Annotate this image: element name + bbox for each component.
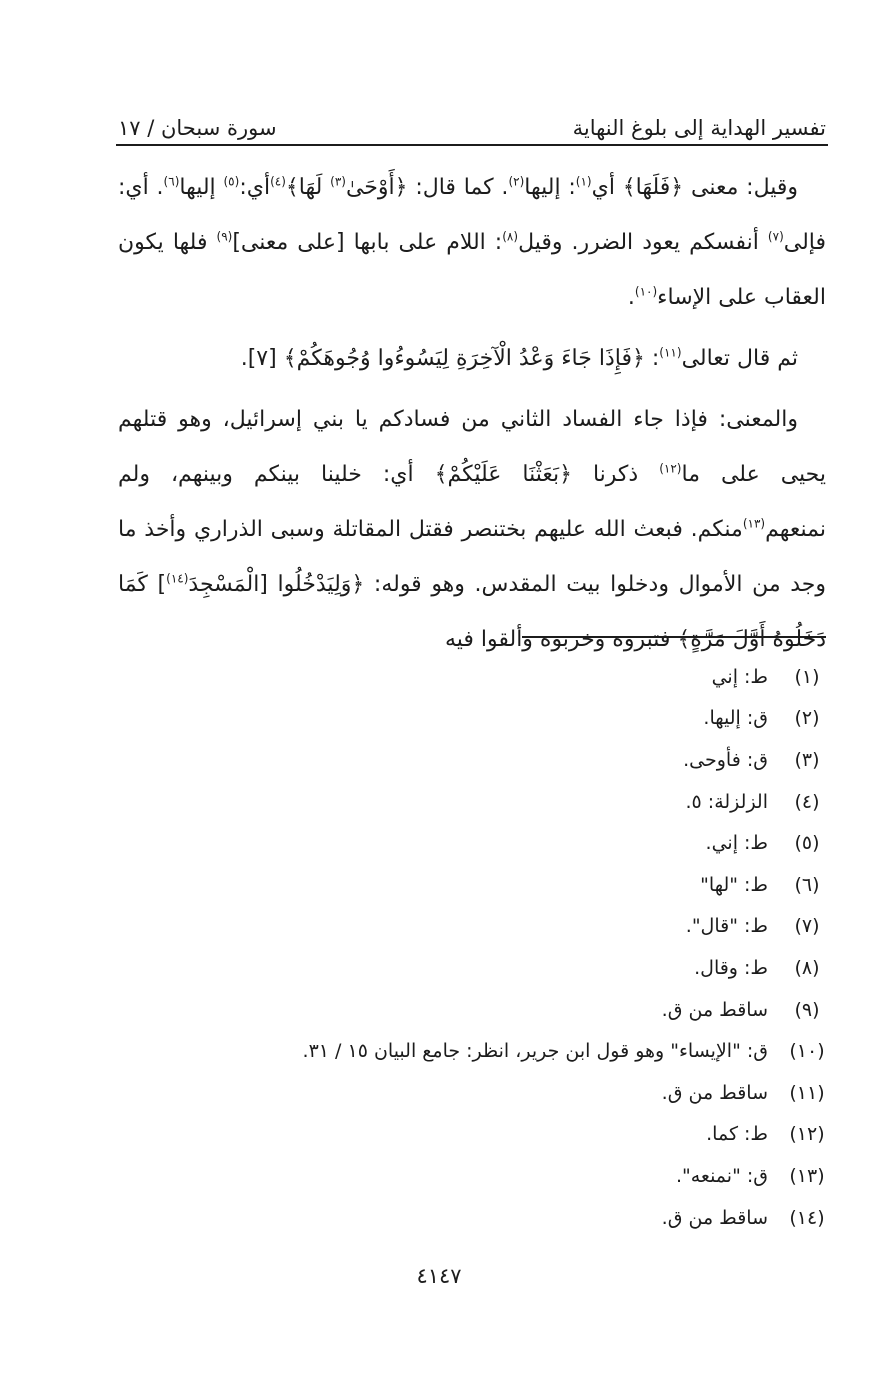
footnote-item bbox=[300, 781, 832, 823]
footnote-text: ط: "قال". bbox=[685, 915, 768, 938]
footnote-number: (٥) bbox=[794, 832, 820, 855]
text-run: فلها يكون العقاب على الإساء bbox=[118, 230, 826, 310]
footnote-text: ط: وقال. bbox=[694, 956, 768, 979]
footnote-number: (٤) bbox=[794, 790, 820, 813]
text-run: : إليها bbox=[524, 175, 576, 200]
footnote-number: (٩) bbox=[794, 998, 820, 1021]
footnote-item bbox=[300, 1197, 832, 1239]
surah-label: سورة سبحان / ١٧ bbox=[118, 116, 277, 140]
footnote-text: ط: إني bbox=[711, 665, 768, 688]
footnote-text: ق: إليها. bbox=[703, 707, 768, 730]
paragraph-1 bbox=[118, 160, 826, 325]
text-run: إليها bbox=[179, 175, 216, 200]
footnote-number: (١٣) bbox=[789, 1164, 825, 1187]
text-run: : bbox=[651, 346, 660, 371]
book-title: تفسير الهداية إلى بلوغ النهاية bbox=[572, 116, 826, 140]
footnote-number: (١١) bbox=[789, 1081, 825, 1104]
footnote-item bbox=[300, 656, 832, 698]
text-run: وقيل: معنى bbox=[690, 175, 799, 200]
text-run: [الْمَسْجِدَ bbox=[188, 572, 268, 597]
text-run: ] bbox=[157, 572, 167, 597]
footnote-text: ساقط من ق. bbox=[661, 1206, 768, 1229]
text-run: [٧]. bbox=[240, 346, 277, 371]
footnote-ref: (٧) bbox=[767, 229, 784, 244]
page-number: ٤١٤٧ bbox=[416, 1264, 462, 1288]
footnote-number: (١٤) bbox=[789, 1206, 825, 1229]
footnote-item bbox=[300, 947, 832, 989]
text-run: أي: bbox=[239, 175, 271, 200]
main-text bbox=[118, 160, 826, 667]
footnote-text: ساقط من ق. bbox=[661, 998, 768, 1021]
text-run: : اللام على بابها [على معنى] bbox=[232, 230, 503, 255]
text-run: فتبروه وخربوه وألقوا فيه bbox=[444, 627, 671, 652]
footnote-text: ط: إني. bbox=[705, 832, 768, 855]
quran-quote: ﴿أَوْحَىٰ bbox=[345, 175, 408, 200]
footnotes bbox=[300, 656, 832, 1238]
text-run: أي bbox=[591, 175, 615, 200]
footnote-item bbox=[300, 864, 832, 906]
text-run: . أي: فإلى bbox=[118, 175, 827, 255]
text-run: أي: خلينا بينكم وبينهم، ولم نمنعهم bbox=[118, 462, 826, 542]
quran-quote: لَهَا﴾ bbox=[285, 175, 323, 200]
footnote-number: (٦) bbox=[794, 873, 820, 896]
footnote-item bbox=[300, 739, 832, 781]
footnote-item bbox=[300, 989, 832, 1031]
footnote-text: ق: "نمنعه". bbox=[675, 1164, 768, 1187]
text-run: ثم قال تعالى bbox=[681, 346, 798, 371]
quran-quote: ﴿بَعَثْنَا عَلَيْكُمْ﴾ bbox=[434, 462, 572, 487]
quran-quote: ﴿فَإِذَا جَاءَ وَعْدُ الْآخِرَةِ لِيَسُوءُوا وُجُوهَكُمْ﴾ bbox=[283, 346, 645, 371]
footnote-ref: (٣) bbox=[330, 174, 346, 189]
footnote-text: ط: "لها" bbox=[700, 873, 768, 896]
footnote-text: الزلزلة: ٥. bbox=[685, 790, 768, 813]
footnote-ref: (١٣) bbox=[742, 516, 766, 531]
quran-quote: ﴿فَلَهَا﴾ bbox=[622, 175, 684, 200]
quran-quote: كَمَا دَخَلُوهُ أَوَّلَ مَرَّةٍ﴾ bbox=[118, 572, 826, 652]
footnote-number: (١٢) bbox=[789, 1123, 825, 1146]
footnote-ref: (١) bbox=[575, 174, 592, 189]
footnote-ref: (٢) bbox=[508, 174, 525, 189]
text-run: ذكرنا bbox=[592, 462, 639, 487]
paragraph-3 bbox=[118, 392, 826, 667]
footnote-ref: (١٢) bbox=[659, 461, 682, 476]
footnote-ref: (٥) bbox=[223, 174, 240, 189]
footnote-item bbox=[300, 1072, 832, 1114]
footnote-ref: (٦) bbox=[163, 174, 180, 189]
footnote-item bbox=[300, 1155, 832, 1197]
text-run: منكم. فبعث الله عليهم بختنصر فقتل المقاتلة وسبى الذراري وأخذ ما وجد من الأموال ودخلوا بيت المقدس. وهو قوله: bbox=[118, 517, 827, 597]
footnote-text: ق: فأوحى. bbox=[683, 748, 768, 771]
text-run: . كما قال: bbox=[415, 175, 509, 200]
footnote-item bbox=[300, 698, 832, 740]
footnote-ref: (١٤) bbox=[166, 571, 189, 586]
footnote-ref: (٨) bbox=[502, 229, 519, 244]
footnote-text: ساقط من ق. bbox=[661, 1081, 768, 1104]
footnote-number: (٣) bbox=[794, 748, 820, 771]
footnote-number: (١) bbox=[794, 665, 820, 688]
footnote-item bbox=[300, 822, 832, 864]
running-header bbox=[118, 100, 826, 140]
footnote-number: (١٠) bbox=[789, 1040, 825, 1063]
footnote-item bbox=[300, 906, 832, 948]
footnote-number: (٧) bbox=[794, 915, 820, 938]
footnote-text: ط: كما. bbox=[706, 1123, 768, 1146]
quran-quote: ﴿وَلِيَدْخُلُوا bbox=[277, 572, 365, 597]
paragraph-2 bbox=[118, 331, 826, 386]
footnote-divider bbox=[522, 636, 826, 638]
footnote-number: (٨) bbox=[794, 956, 820, 979]
text-run: أنفسكم يعود الضرر. وقيل bbox=[518, 230, 759, 255]
footnote-item bbox=[300, 1030, 832, 1072]
footnote-ref: (٩) bbox=[216, 229, 233, 244]
header-divider bbox=[116, 144, 828, 146]
footnote-text: ق: "الإيساء" وهو قول ابن جرير، انظر: جامع البيان ١٥ / ٣١. bbox=[302, 1040, 768, 1063]
text-run: والمعنى: فإذا جاء الفساد الثاني من فسادكم يا بني إسرائيل، وهو قتلهم يحيى على ما bbox=[118, 407, 826, 487]
footnote-ref: (٤) bbox=[270, 174, 286, 189]
footnote-ref: (١١) bbox=[659, 345, 682, 360]
footnote-ref: (١٠) bbox=[634, 284, 658, 299]
footnote-number: (٢) bbox=[794, 707, 820, 730]
footnote-item bbox=[300, 1114, 832, 1156]
text-run: . bbox=[627, 285, 635, 310]
